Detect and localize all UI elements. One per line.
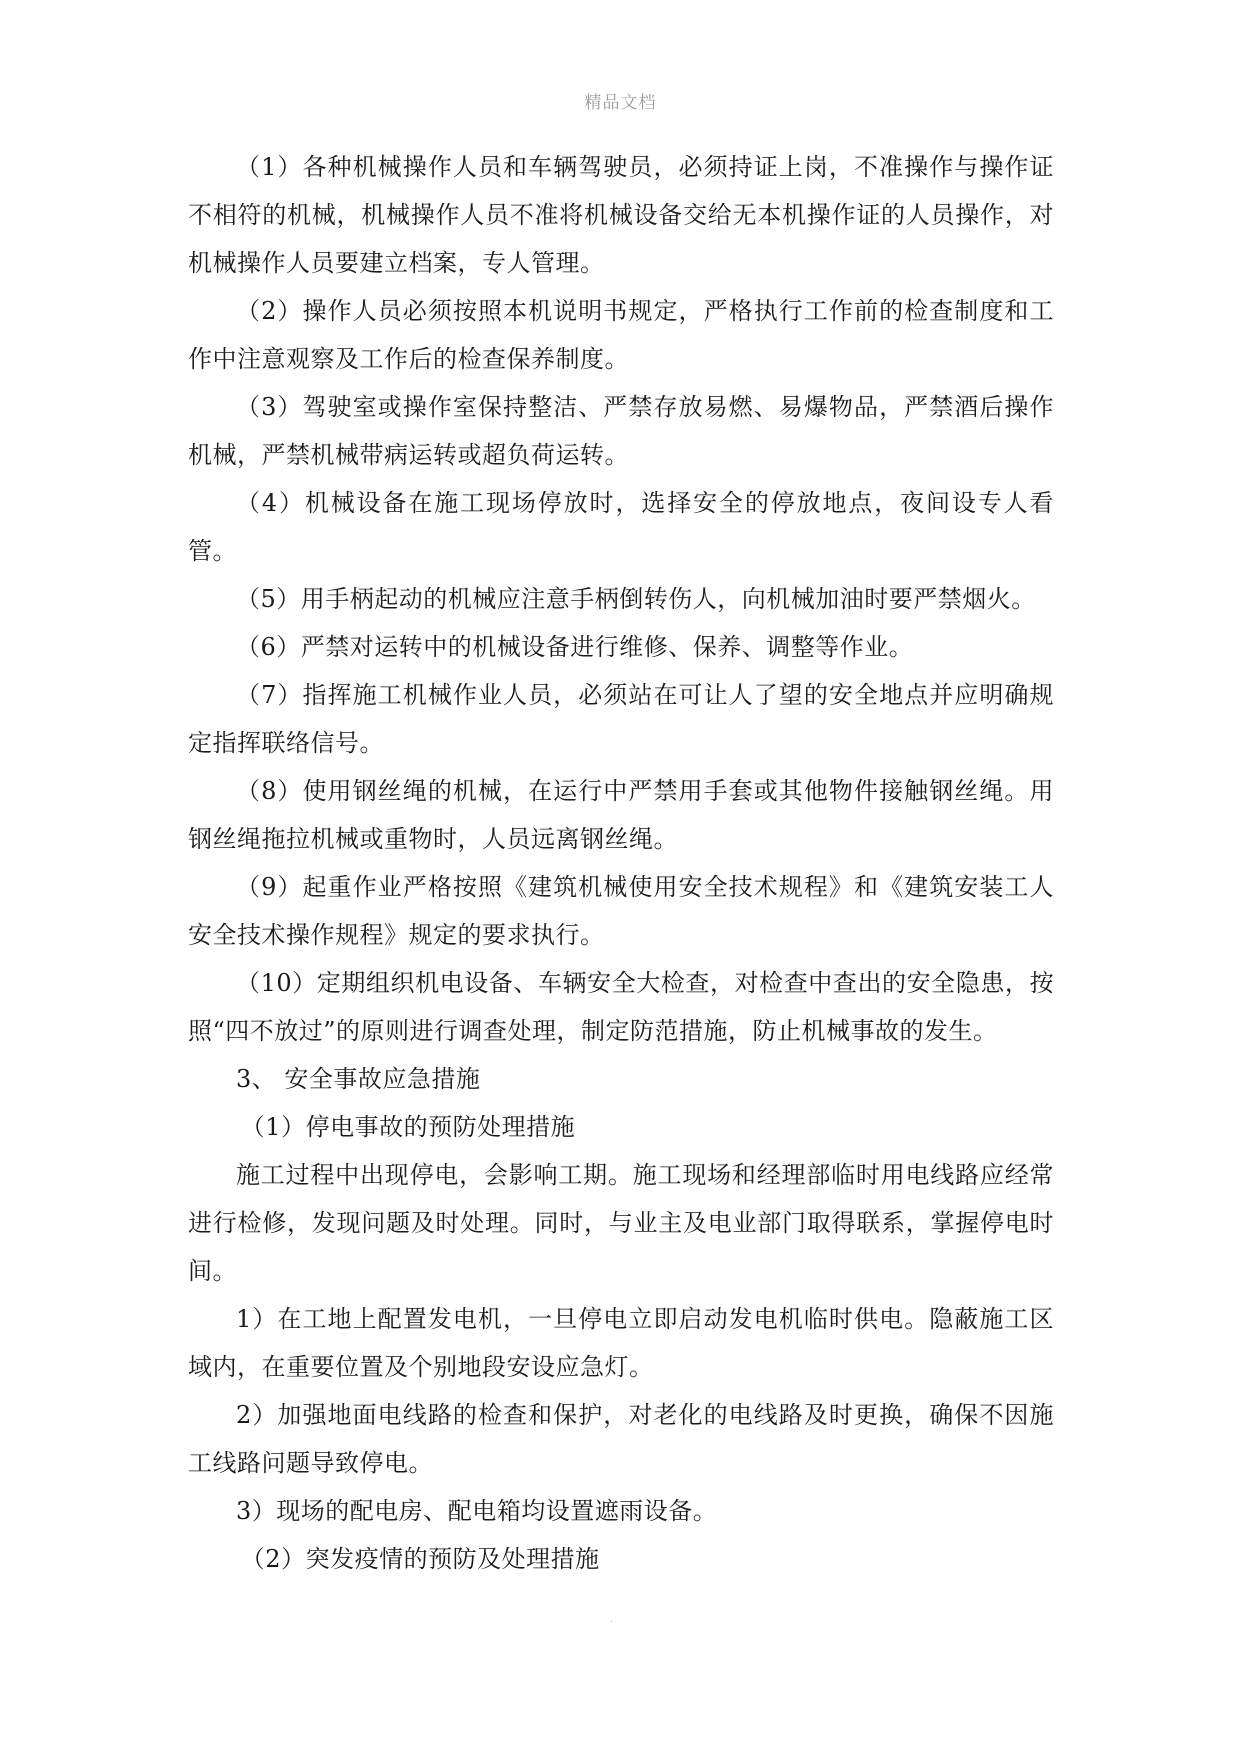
paragraph-no-repair-while-running: （6）严禁对运转中的机械设备进行维修、保养、调整等作业。	[236, 633, 914, 661]
paragraph-machine-operator-certification: （1）各种机械操作人员和车辆驾驶员，必须持证上岗，不准操作与操作证不相符的机械，机械操作人员不准将机械设备交给无本机操作证的人员操作，对机械操作人员要建立档案，专人管理。	[188, 153, 1054, 277]
paragraph-cab-cleanliness: （3）驾驶室或操作室保持整洁、严禁存放易燃、易爆物品，严禁酒后操作机械，严禁机械带病运转或超负荷运转。	[188, 393, 1054, 469]
paragraph-signal-commander: （7）指挥施工机械作业人员，必须站在可让人了望的安全地点并应明确规定指挥联络信号。	[188, 681, 1054, 757]
section-heading-emergency-measures: 3、 安全事故应急措施	[236, 1065, 481, 1093]
paragraph-periodic-inspection: （10）定期组织机电设备、车辆安全大检查，对检查中查出的安全隐患，按照“四不放过”的原则进行调查处理，制定防范措施，防止机械事故的发生。	[188, 969, 1054, 1045]
subheading-epidemic: （2）突发疫情的预防及处理措施	[240, 1545, 600, 1573]
paragraph-rain-protection: 3）现场的配电房、配电箱均设置遮雨设备。	[236, 1497, 718, 1525]
page-header-watermark: 精品文档	[584, 93, 657, 113]
paragraph-power-outage-intro: 施工过程中出现停电，会影响工期。施工现场和经理部临时用电线路应经常进行检修，发现问题及时处理。同时，与业主及电业部门取得联系，掌握停电时间。	[188, 1161, 1054, 1285]
paragraph-equipment-parking: （4）机械设备在施工现场停放时，选择安全的停放地点，夜间设专人看管。	[188, 489, 1054, 565]
paragraph-operation-inspection: （2）操作人员必须按照本机说明书规定，严格执行工作前的检查制度和工作中注意观察及工作后的检查保养制度。	[188, 297, 1054, 373]
paragraph-lifting-operations: （9）起重作业严格按照《建筑机械使用安全技术规程》和《建筑安装工人安全技术操作规程》规定的要求执行。	[188, 873, 1054, 949]
paragraph-generator: 1）在工地上配置发电机，一旦停电立即启动发电机临时供电。隐蔽施工区域内，在重要位置及个别地段安设应急灯。	[188, 1305, 1054, 1381]
document-body	[188, 143, 1054, 1583]
subheading-power-outage: （1）停电事故的预防处理措施	[240, 1113, 576, 1141]
paragraph-wire-rope: （8）使用钢丝绳的机械，在运行中严禁用手套或其他物件接触钢丝绳。用钢丝绳拖拉机械或重物时，人员远离钢丝绳。	[188, 777, 1054, 853]
paragraph-hand-crank-start: （5）用手柄起动的机械应注意手柄倒转伤人，向机械加油时要严禁烟火。	[236, 585, 1036, 613]
footer-mark: .	[610, 1614, 614, 1625]
paragraph-line-inspection: 2）加强地面电线路的检查和保护，对老化的电线路及时更换，确保不因施工线路问题导致停电。	[188, 1401, 1054, 1477]
